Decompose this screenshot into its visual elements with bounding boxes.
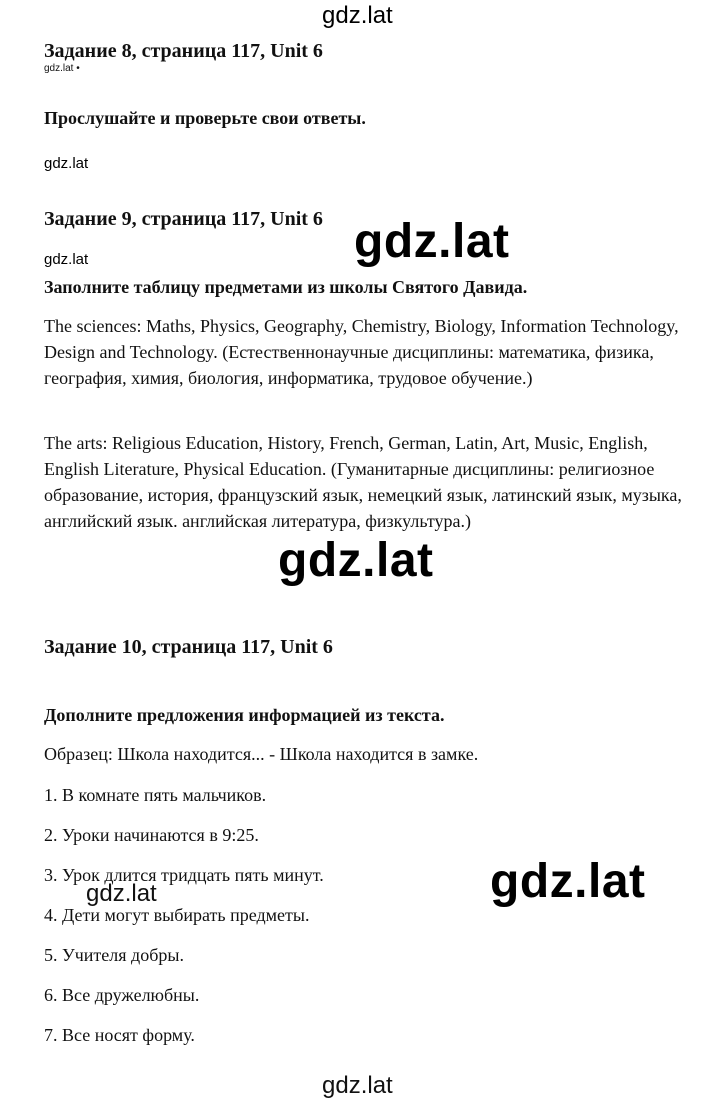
- watermark-big-3: gdz.lat: [490, 855, 646, 908]
- task-9-paragraph-arts: The arts: Religious Education, History, French, German, Latin, Art, Music, English, English Literature, Physical Education. (Гуманитарные дисциплины: религиозное образование, история, французский язык, немецкий язык, латинский язык, музыка, английский язык. английская литература, физкультура.): [44, 433, 682, 531]
- watermark-small-2: gdz.lat: [44, 251, 89, 268]
- task-10-instruction: Дополните предложения информацией из текста.: [44, 705, 445, 725]
- task-10-example: Образец: Школа находится... - Школа находится в замке.: [44, 744, 479, 764]
- task-9-paragraph-sciences: The sciences: Maths, Physics, Geography, Chemistry, Biology, Information Technology, Design and Technology. (Естественнонаучные дисциплины: математика, физика, география, химия, биология, информатика, трудовое обучение.): [44, 316, 679, 388]
- list-item: 3. Урок длится тридцать пять минут.: [44, 865, 324, 885]
- watermark-mid-small: gdz.lat: [86, 880, 157, 907]
- task-8-heading: Задание 8, страница 117, Unit 6: [44, 40, 323, 62]
- list-item: 4. Дети могут выбирать предметы.: [44, 905, 310, 925]
- list-item: 6. Все дружелюбны.: [44, 985, 200, 1005]
- watermark-small-1: gdz.lat: [44, 155, 89, 172]
- list-item: 5. Учителя добры.: [44, 945, 184, 965]
- watermark-big-2: gdz.lat: [278, 534, 434, 587]
- task-8-instruction: Прослушайте и проверьте свои ответы.: [44, 108, 366, 128]
- list-item: 7. Все носят форму.: [44, 1025, 195, 1045]
- list-item: 2. Уроки начинаются в 9:25.: [44, 825, 259, 845]
- task-9-instruction: Заполните таблицу предметами из школы Святого Давида.: [44, 277, 528, 297]
- list-item: 1. В комнате пять мальчиков.: [44, 785, 267, 805]
- watermark-tiny: gdz.lat •: [44, 63, 80, 74]
- task-9-heading: Задание 9, страница 117, Unit 6: [44, 208, 323, 230]
- watermark-big-1: gdz.lat: [354, 215, 510, 268]
- task-10-heading: Задание 10, страница 117, Unit 6: [44, 636, 333, 658]
- watermark-top: gdz.lat: [322, 2, 393, 29]
- watermark-bottom: gdz.lat: [322, 1072, 393, 1099]
